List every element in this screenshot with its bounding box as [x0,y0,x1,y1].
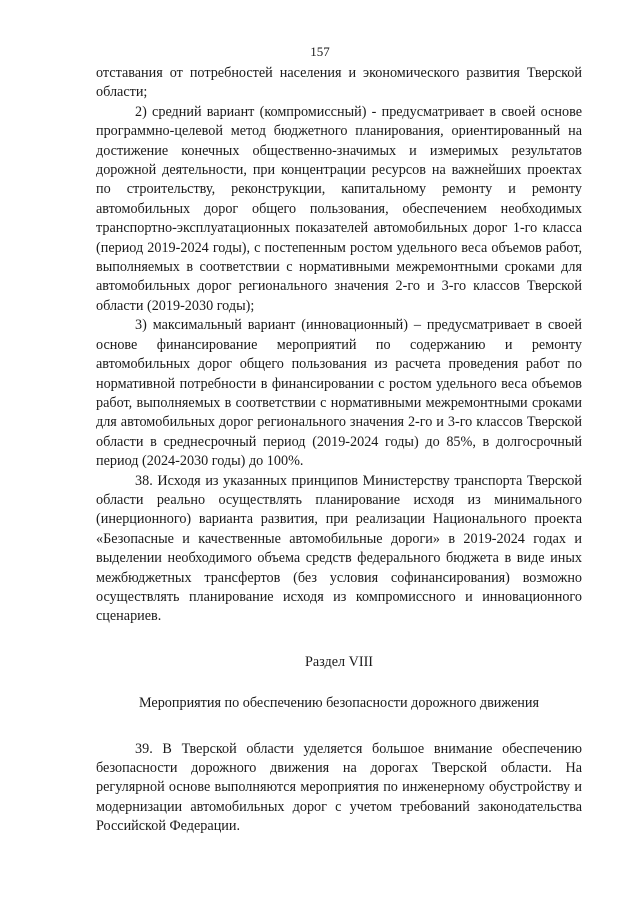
page-number: 157 [310,44,330,59]
section-label: Раздел VIII [304,653,374,670]
spacer [96,672,582,694]
spacer [96,714,582,740]
paragraph-continuation: отставания от потребностей населения и экономического развития Тверской области; [96,65,582,101]
paragraph-item-38: 38. Исходя из указанных принципов Министерству транспорта Тверской области реально осуществлять планирование исходя из минимального (инерционного) варианта развития, при реализации Национального проекта «Безопасные и качественные автомобильные дороги» в 2019-2024 годах и выделении необходимого объема средств федерального бюджета в виде иных межбюджетных трансфертов (без условия софинансирования) возможно осуществлять планирование исходя из компромиссного и инновационного сценариев. [96,472,582,625]
paragraph-option-3: 3) максимальный вариант (инновационный) – предусматривает в своей основе финансирование мероприятий по содержанию и ремонту автомобильных дорог общего пользования из расчета проведения работ по нормативной потребности в финансировании с ростом удельного веса объемов работ, выполняемых в соответствии с нормативными межремонтными сроками для автомобильных дорог регионального значения 2-го и 3-го классов Тверской области в среднесрочный период (2019-2024 годы) до 85%, в долгосрочный период (2024-2030 годы) до 100%. [96,317,582,470]
body-text [96,64,582,837]
spacer [96,627,582,653]
section-title: Мероприятия по обеспечению безопасности дорожного движения [138,695,540,712]
paragraph-option-2: 2) средний вариант (компромиссный) - предусматривает в своей основе программно-целевой метод бюджетного планирования, ориентированный на достижение конечных общественно-значимых и измеримых результатов дорожной деятельности, при концентрации ресурсов на важнейших проектах по строительству, реконструкции, капитальному ремонту и ремонту автомобильных дорог общего пользования, обеспечением необходимых транспортно-эксплуатационных показателей автомобильных дорог 1-го класса (период 2019-2024 годы), с постепенным ростом удельного веса объемов работ, выполняемых в соответствии с нормативными межремонтными сроками для автомобильных дорог регионального значения 2-го и 3-го классов Тверской области (2019-2030 годы); [96,103,582,314]
paragraph-item-39: 39. В Тверской области уделяется большое внимание обеспечению безопасности дорожного движения на дорогах Тверской области. На регулярной основе выполняются мероприятия по инженерному обустройству и модернизации автомобильных дорог с учетом требований законодательства Российской Федерации. [96,740,582,835]
